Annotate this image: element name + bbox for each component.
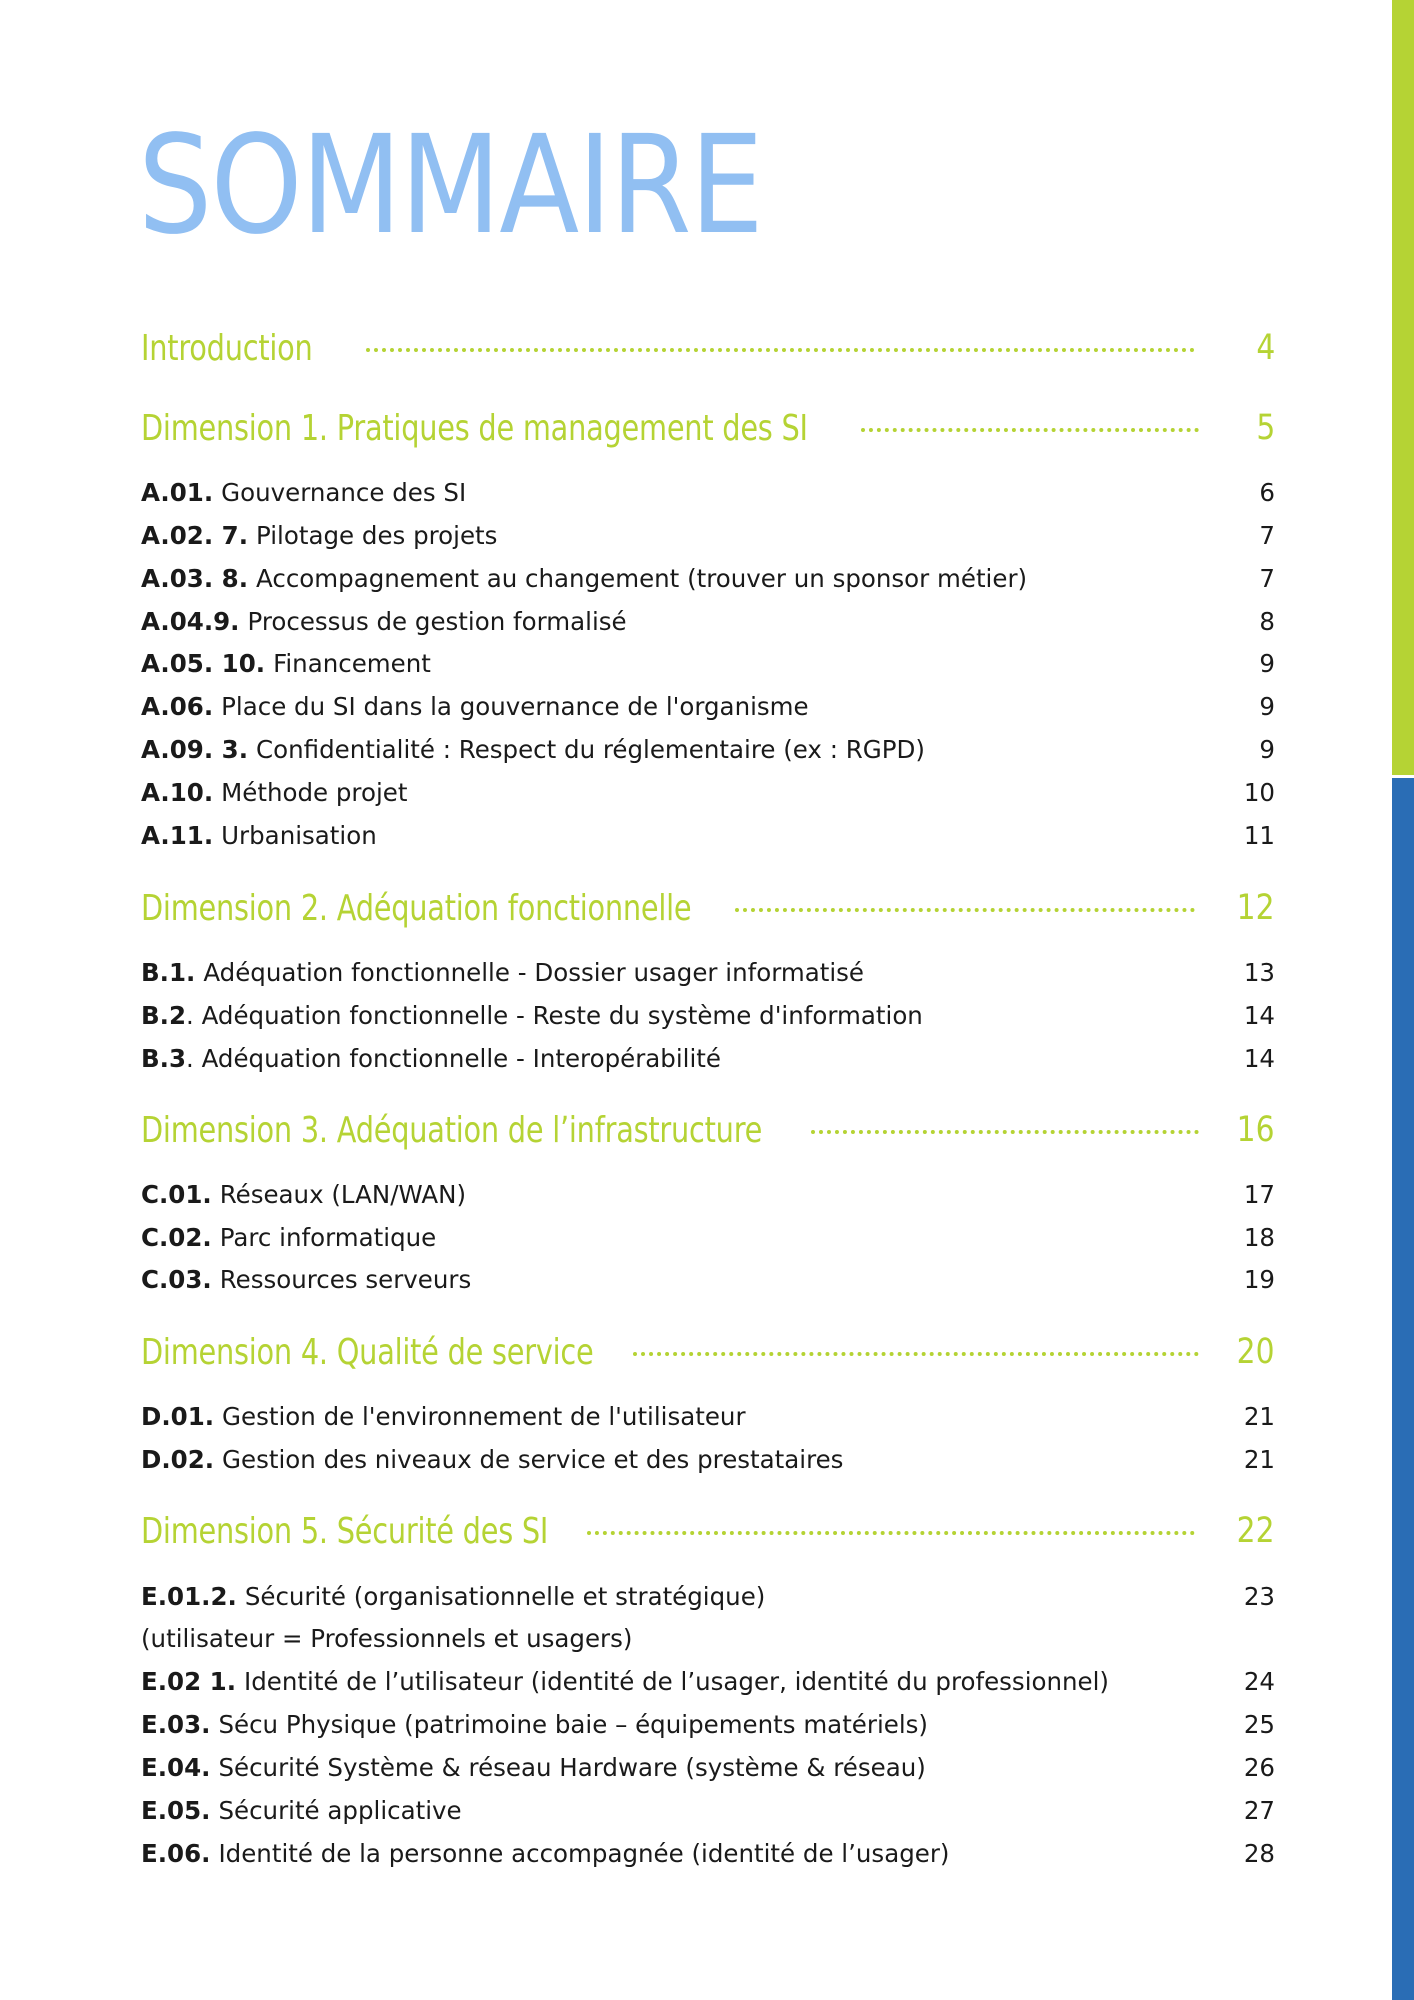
toc-entry-page: 6 xyxy=(1259,477,1275,507)
toc-entry-code: A.01. xyxy=(141,477,214,507)
toc-section-dimension-2[interactable] xyxy=(141,886,1275,930)
toc-entry-page: 14 xyxy=(1243,1043,1275,1073)
toc-entry-c03[interactable] xyxy=(141,1262,1275,1296)
toc-entry-b3[interactable] xyxy=(141,1041,1275,1075)
toc-section-page: 20 xyxy=(1237,1332,1275,1372)
toc-entry-code: D.02. xyxy=(141,1444,215,1474)
toc-entry-page: 9 xyxy=(1259,734,1275,764)
toc-entry-c01[interactable] xyxy=(141,1177,1275,1211)
toc-entry-e01[interactable] xyxy=(141,1579,1275,1613)
toc-entry-text: Sécurité applicative xyxy=(218,1795,462,1825)
toc-entry-a09[interactable] xyxy=(141,732,1275,766)
toc-entry-page: 11 xyxy=(1243,820,1275,850)
toc-entry-page: 9 xyxy=(1259,691,1275,721)
toc-section-dimension-3[interactable] xyxy=(141,1108,1275,1152)
toc-section-page: 16 xyxy=(1237,1110,1275,1150)
toc-entry-code: A.03. 8. xyxy=(141,563,249,593)
toc-entry-code: A.11. xyxy=(141,820,214,850)
toc-entry-text: Pilotage des projets xyxy=(256,520,498,550)
toc-section-label: Dimension 2. Adéquation fonctionnelle xyxy=(141,887,692,929)
toc-entry-a10[interactable] xyxy=(141,775,1275,809)
toc-entry-code: B.3 xyxy=(141,1043,187,1073)
toc-entry-text: Processus de gestion formalisé xyxy=(247,606,627,636)
toc-entry-code: B.1. xyxy=(141,957,196,987)
toc-entry-text: Place du SI dans la gouvernance de l'organisme xyxy=(221,691,809,721)
toc-entry-page: 13 xyxy=(1243,957,1275,987)
toc-section-label: Dimension 3. Adéquation de l’infrastructure xyxy=(141,1109,763,1151)
toc-entry-text: Gestion de l'environnement de l'utilisateur xyxy=(222,1401,746,1431)
toc-section-label: Introduction xyxy=(141,327,313,369)
toc-entry-code: A.09. 3. xyxy=(141,734,249,764)
toc-entry-a11[interactable] xyxy=(141,818,1275,852)
toc-entry-a01[interactable] xyxy=(141,475,1275,509)
toc-entry-page: 19 xyxy=(1243,1264,1275,1294)
toc-entry-a02[interactable] xyxy=(141,518,1275,552)
toc-entry-text: Confidentialité : Respect du réglementaire (ex : RGPD) xyxy=(256,734,925,764)
toc-entry-e03[interactable] xyxy=(141,1707,1275,1741)
toc-entry-e06[interactable] xyxy=(141,1836,1275,1870)
toc-entry-c02[interactable] xyxy=(141,1220,1275,1254)
toc-entry-text: Identité de l’utilisateur (identité de l’usager, identité du professionnel) xyxy=(244,1666,1109,1696)
toc-entry-text: Urbanisation xyxy=(221,820,377,850)
toc-entry-b1[interactable] xyxy=(141,955,1275,989)
toc-entry-code: E.05. xyxy=(141,1795,211,1825)
toc-section-label: Dimension 5. Sécurité des SI xyxy=(141,1510,549,1552)
toc-entry-a05[interactable] xyxy=(141,646,1275,680)
toc-entry-code: D.01. xyxy=(141,1401,215,1431)
toc-entry-d01[interactable] xyxy=(141,1399,1275,1433)
toc-entry-page: 27 xyxy=(1243,1795,1275,1825)
toc-entry-code: A.10. xyxy=(141,777,214,807)
toc-entry-text: Sécu Physique (patrimoine baie – équipements matériels) xyxy=(218,1709,928,1739)
toc-entry-code: A.06. xyxy=(141,691,214,721)
toc-entry-code: E.04. xyxy=(141,1752,211,1782)
toc-entry-code: C.02. xyxy=(141,1222,212,1252)
toc-entry-code: B.2 xyxy=(141,1000,187,1030)
toc-entry-text: Parc informatique xyxy=(219,1222,437,1252)
toc-entry-page: 8 xyxy=(1259,606,1275,636)
toc-entry-page: 28 xyxy=(1243,1838,1275,1868)
side-bar-blue xyxy=(1392,778,1414,2000)
toc-entry-page: 23 xyxy=(1243,1581,1275,1611)
toc-entry-page: 7 xyxy=(1259,563,1275,593)
dot-leader xyxy=(366,348,1195,352)
toc-entry-code: A.04.9. xyxy=(141,606,240,636)
toc-section-label: Dimension 1. Pratiques de management des SI xyxy=(141,407,808,449)
toc-entry-a06[interactable] xyxy=(141,689,1275,723)
toc-entry-text: Réseaux (LAN/WAN) xyxy=(219,1179,467,1209)
toc-entry-code: A.05. 10. xyxy=(141,648,266,678)
toc-entry-b2[interactable] xyxy=(141,998,1275,1032)
toc-entry-text: Gestion des niveaux de service et des prestataires xyxy=(222,1444,844,1474)
toc-entry-text: Gouvernance des SI xyxy=(221,477,467,507)
dot-leader xyxy=(633,1352,1199,1356)
dot-leader xyxy=(861,428,1199,432)
toc-entry-code: C.03. xyxy=(141,1264,212,1294)
toc-entry-text: (utilisateur = Professionnels et usagers) xyxy=(141,1623,633,1653)
toc-section-label: Dimension 4. Qualité de service xyxy=(141,1331,594,1373)
toc-entry-page: 7 xyxy=(1259,520,1275,550)
toc-entry-code: E.06. xyxy=(141,1838,211,1868)
toc-entry-code: C.01. xyxy=(141,1179,212,1209)
toc-entry-page: 21 xyxy=(1243,1401,1275,1431)
toc-entry-code: E.02 1. xyxy=(141,1666,237,1696)
toc-entry-page: 26 xyxy=(1243,1752,1275,1782)
toc-entry-text: Adéquation fonctionnelle - Dossier usager informatisé xyxy=(203,957,864,987)
toc-entry-page: 18 xyxy=(1243,1222,1275,1252)
toc-entry-page: 24 xyxy=(1243,1666,1275,1696)
toc-entry-text: Ressources serveurs xyxy=(219,1264,472,1294)
toc-section-page: 5 xyxy=(1256,408,1275,448)
toc-section-dimension-1[interactable] xyxy=(141,406,1275,450)
page-title: SOMMAIRE xyxy=(138,107,763,265)
toc-entry-page: 14 xyxy=(1243,1000,1275,1030)
toc-entry-e01-continuation xyxy=(141,1621,1275,1655)
toc-entry-e05[interactable] xyxy=(141,1793,1275,1827)
toc-entry-page: 25 xyxy=(1243,1709,1275,1739)
toc-entry-code: A.02. 7. xyxy=(141,520,249,550)
toc-entry-e02[interactable] xyxy=(141,1664,1275,1698)
toc-entry-text: Financement xyxy=(273,648,431,678)
toc-entry-d02[interactable] xyxy=(141,1442,1275,1476)
toc-entry-text: Sécurité Système & réseau Hardware (système & réseau) xyxy=(218,1752,926,1782)
toc-section-page: 22 xyxy=(1237,1511,1275,1551)
dot-leader xyxy=(811,1130,1199,1134)
dot-leader xyxy=(587,1531,1195,1535)
toc-entry-code: E.03. xyxy=(141,1709,211,1739)
toc-entry-a03[interactable] xyxy=(141,561,1275,595)
toc-section-page: 12 xyxy=(1237,888,1275,928)
toc-entry-page: 17 xyxy=(1243,1179,1275,1209)
toc-section-dimension-4[interactable] xyxy=(141,1330,1275,1374)
toc-entry-code: E.01.2. xyxy=(141,1581,237,1611)
toc-entry-a04[interactable] xyxy=(141,604,1275,638)
side-bar-green xyxy=(1392,0,1414,775)
toc-entry-text: Méthode projet xyxy=(221,777,408,807)
toc-section-page: 4 xyxy=(1256,328,1275,368)
toc-entry-text: . Adéquation fonctionnelle - Reste du système d'information xyxy=(186,1000,923,1030)
toc-section-dimension-5[interactable] xyxy=(141,1509,1275,1553)
toc-entry-text: . Adéquation fonctionnelle - Interopérabilité xyxy=(186,1043,721,1073)
toc-entry-text: Accompagnement au changement (trouver un sponsor métier) xyxy=(256,563,1028,593)
toc-entry-page: 10 xyxy=(1243,777,1275,807)
dot-leader xyxy=(735,908,1195,912)
toc-section-introduction[interactable] xyxy=(141,326,1275,370)
toc-entry-text: Sécurité (organisationnelle et stratégique) xyxy=(244,1581,766,1611)
toc-entry-e04[interactable] xyxy=(141,1750,1275,1784)
toc-entry-page: 9 xyxy=(1259,648,1275,678)
toc-entry-text: Identité de la personne accompagnée (identité de l’usager) xyxy=(218,1838,950,1868)
toc-entry-page: 21 xyxy=(1243,1444,1275,1474)
